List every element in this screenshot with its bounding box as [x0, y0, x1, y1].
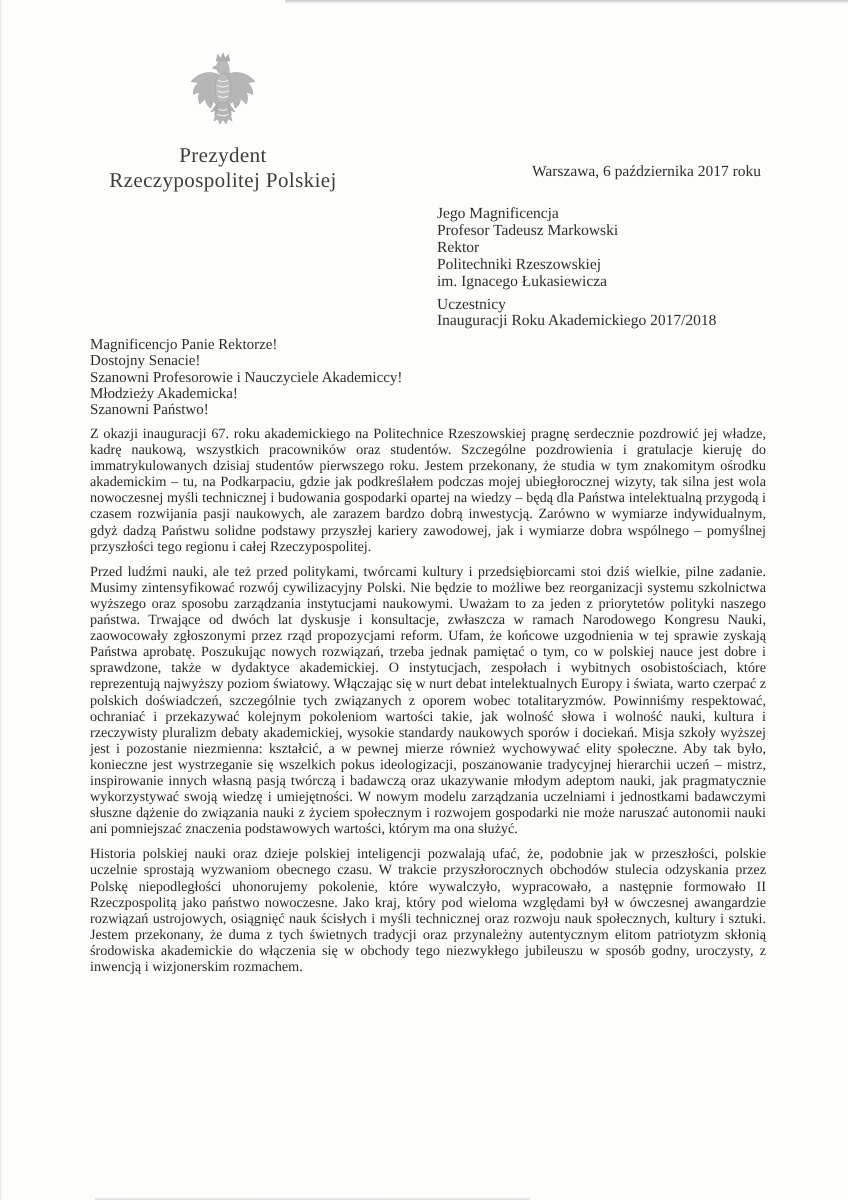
salutation-line: Szanowni Państwo! — [90, 402, 209, 419]
recipient-line: Inauguracji Roku Akademickiego 2017/2018 — [437, 312, 717, 330]
letterhead — [82, 50, 364, 193]
recipient-line: Rektor — [437, 238, 480, 256]
paragraph-3: Historia polskiej nauki oraz dzieje polskiej inteligencji pozwalają ufać, że, podobnie jak w przeszłości, polskie uczelnie sprostają wyzwaniom obecnego czasu. W trakcie przyszłorocznych obchodów stulecia odzyskania przez Polskę niepodległości uhonorujemy pokolenie, które wywalczyło, wypracowało, a następnie formowało II Rzeczpospolitą jako państwo nowoczesne. Jako kraj, który pod wieloma względami był w ówczesnej awangardzie rozwiązań ustrojowych, osiągnięć nauk ścisłych i myśli technicznej oraz rozwoju nauk społecznych, kultury i sztuki. Jestem przekonany, że duma z tych świetnych tradycji oraz przynależny autentycznym elitom patriotyzm skłonią środowiska akademickie do włączenia się w obchody tego niezwykłego jubileuszu w sposób godny, uroczysty, z inwencją i wizjonerskim rozmachem. — [90, 846, 766, 975]
sender-title — [82, 143, 364, 193]
recipient-line: im. Ignacego Łukasiewicza — [437, 272, 607, 290]
recipient-line: Politechniki Rzeszowskiej — [437, 255, 602, 273]
coat-of-arms — [82, 50, 364, 136]
scan-artifact-left — [0, 0, 2, 1200]
salutation-line: Dostojny Senacie! — [90, 353, 201, 370]
dateline: Warszawa, 6 października 2017 roku — [531, 163, 761, 180]
recipient-block — [437, 206, 716, 330]
scan-artifact-top — [285, 0, 848, 4]
letter-body — [90, 426, 766, 984]
recipient-line: Uczestnicy — [437, 295, 506, 313]
recipient-line: Jego Magnificencja — [437, 205, 559, 222]
recipient-line: Profesor Tadeusz Markowski — [437, 221, 619, 239]
paragraph-2: Przed ludźmi nauki, ale też przed politykami, twórcami kultury i przedsiębiorcami stoi dziś wielkie, pilne zadanie. Musimy zintensyfikować rozwój cywilizacyjny Polski. Nie będzie to możliwe bez reorganizacji systemu szkolnictwa wyższego oraz sposobu zarządzania instytucjami naukowymi. Uważam to za jeden z priorytetów polityki naszego państwa. Trwające od dwóch lat dyskusje i konsultacje, zwłaszcza w ramach Narodowego Kongresu Nauki, zaowocowały zgłoszonymi przez rząd propozycjami reform. Ufam, że końcowe uzgodnienia w tej sprawie zyskają Państwa aprobatę. Poszukując nowych rozwiązań, trzeba jednak pamiętać o tym, co w polskiej nauce jest dobre i sprawdzone, także w dydaktyce akademickiej. O instytucjach, zespołach i wybitnych osobistościach, które reprezentują najwyższy poziom światowy. Włączając się w nurt debat intelektualnych Europy i świata, warto czerpać z polskich doświadczeń, szczególnie tych związanych z oporem wobec totalitaryzmów. Powinniśmy respektować, ochraniać i przekazywać kolejnym pokoleniom wartości takie, jak wolność słowa i wolność nauki, kultura i rzeczywisty pluralizm debaty akademickiej, wysokie standardy naukowych sporów i dociekań. Misja szkoły wyższej jest i pozostanie niezmienna: kształcić, a w pewnej mierze również wychowywać elity społeczne. Aby tak było, konieczne jest wystrzeganie się wszelkich pokus ideologizacji, poszanowanie tradycyjnej hierarchii uczeń – mistrz, inspirowanie innych własną pasją twórczą i badawczą oraz ukazywanie młodym adeptom nauki, jak pragmatycznie wykorzystywać swoją wiedzę i umiejętności. W nowym modelu zarządzania uczelniami i jednostkami badawczymi słuszne dążenie do związania nauki z życiem społecznym i rozwojem gospodarki nie może naruszać autonomii nauki ani pomniejszać znaczenia podstawowych wartości, którym ma ona służyć. — [90, 563, 766, 838]
salutation-line: Magnificencjo Panie Rektorze! — [90, 337, 278, 353]
salutation-block — [90, 337, 402, 418]
sender-title-line1: Prezydent — [179, 143, 267, 167]
paragraph-1: Z okazji inauguracji 67. roku akademickiego na Politechnice Rzeszowskiej pragnę serdecznie pozdrowić jej władze, kadrę naukową, wszystkich pracowników oraz studentów. Szczególne pozdrowienia i gratulacje kieruję do immatrykulowanych dzisiaj studentów pierwszego roku. Jestem przekonany, że studia w tym znakomitym ośrodku akademickim – tu, na Podkarpaciu, gdzie jak podkreślałem podczas mojej ubiegłorocznej wizyty, tak silna jest wola nowoczesnej myśli technicznej i budowania gospodarki opartej na wiedzy – będą dla Państwa intelektualną przygodą i czasem rozwijania pasji naukowych, ale zarazem bardzo dobrą inwestycją. Zarówno w wymiarze indywidualnym, gdyż dadzą Państwu solidne podstawy przyszłej kariery zawodowej, jak i wymiarze dobra wspólnego – pomyślnej przyszłości tego regionu i całej Rzeczypospolitej. — [90, 426, 766, 555]
salutation-line: Szanowni Profesorowie i Nauczyciele Akademiccy! — [90, 369, 403, 386]
salutation-line: Młodzieży Akademicka! — [90, 385, 238, 402]
polish-eagle-icon — [185, 50, 261, 136]
sender-title-line2: Rzeczypospolitej Polskiej — [109, 168, 337, 192]
